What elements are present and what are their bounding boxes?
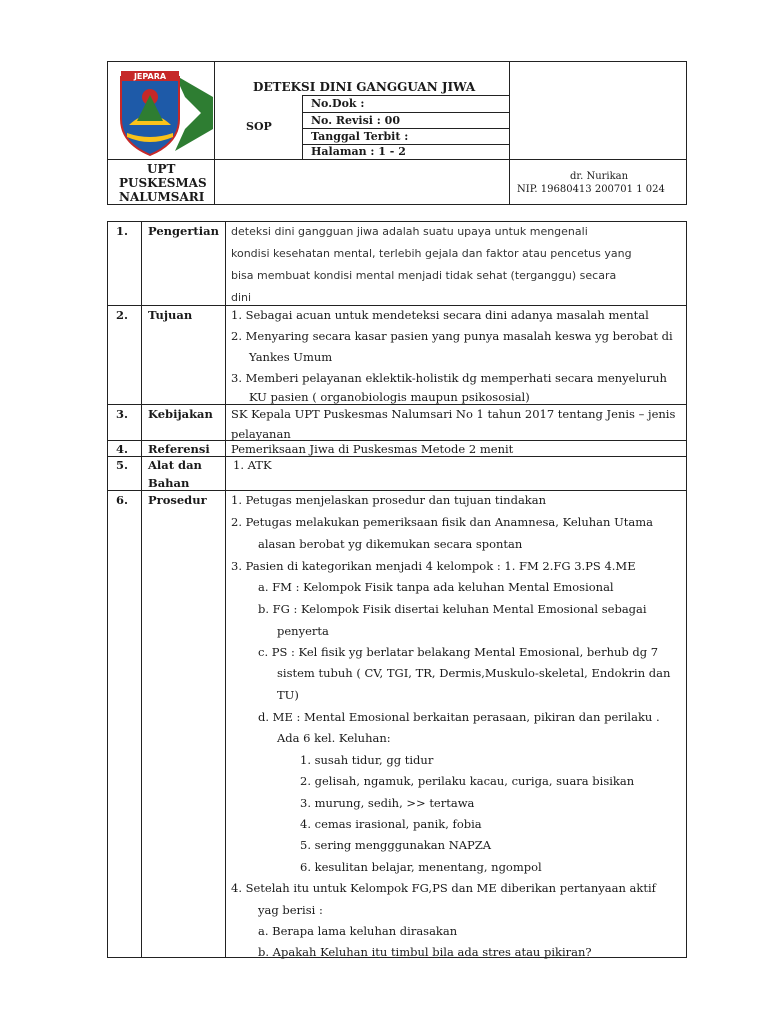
- row-text-line: kondisi kesehatan mental, terlebih gejala dan faktor atau pencetus yang: [231, 247, 632, 260]
- row-text-line: Ada 6 kel. Keluhan:: [277, 731, 391, 745]
- row-text-line: pelayanan: [231, 427, 291, 441]
- org-name-line2: PUSKESMAS: [119, 176, 207, 190]
- row-number: 4.: [116, 442, 129, 456]
- row-label: Prosedur: [148, 493, 207, 507]
- row-text-line: TU): [277, 688, 299, 702]
- row-label: Tujuan: [148, 308, 193, 322]
- row-text-line: deteksi dini gangguan jiwa adalah suatu upaya untuk mengenali: [231, 225, 588, 238]
- org-name-line1: UPT: [147, 162, 176, 176]
- row-text-line: dini: [231, 291, 252, 304]
- no-dok-field: No.Dok :: [311, 97, 365, 110]
- signer-nip: NIP. 19680413 200701 1 024: [517, 184, 665, 195]
- tanggal-terbit-field: Tanggal Terbit :: [311, 130, 409, 143]
- row-text-line: 3. Memberi pelayanan eklektik-holistik dg memperhati secara menyeluruh: [231, 371, 667, 385]
- row-text-line: 1. ATK: [233, 458, 272, 472]
- row-text-line: 1. Sebagai acuan untuk mendeteksi secara dini adanya masalah mental: [231, 308, 649, 322]
- row-label-cont: Bahan: [148, 476, 190, 490]
- row-text-line: 4. cemas irasional, panik, fobia: [300, 817, 482, 831]
- row-text-line: 3. murung, sedih, >> tertawa: [300, 796, 475, 810]
- row-text-line: sistem tubuh ( CV, TGI, TR, Dermis,Muskulo-skeletal, Endokrin dan: [277, 666, 671, 680]
- row-text-line: b. Apakah Keluhan itu timbul bila ada stres atau pikiran?: [258, 945, 592, 959]
- row-number: 1.: [116, 224, 129, 238]
- halaman-field: Halaman : 1 - 2: [311, 145, 406, 158]
- no-revisi-field: No. Revisi : 00: [311, 114, 400, 127]
- signer-name: dr. Nurikan: [570, 171, 629, 182]
- row-label: Pengertian: [148, 224, 219, 238]
- row-text-line: c. PS : Kel fisik yg berlatar belakang Mental Emosional, berhub dg 7: [258, 645, 659, 659]
- logo-text: JEPARA: [133, 72, 167, 81]
- row-text-line: SK Kepala UPT Puskesmas Nalumsari No 1 tahun 2017 tentang Jenis – jenis: [231, 407, 676, 421]
- row-label: Alat dan: [148, 458, 202, 472]
- row-text-line: KU pasien ( organobiologis maupun psikososial): [249, 390, 530, 404]
- row-text-line: 1. Petugas menjelaskan prosedur dan tujuan tindakan: [231, 493, 547, 507]
- row-number: 2.: [116, 308, 129, 322]
- row-text-line: Yankes Umum: [249, 350, 333, 364]
- row-text-line: b. FG : Kelompok Fisik disertai keluhan Mental Emosional sebagai: [258, 602, 647, 616]
- row-label: Kebijakan: [148, 407, 213, 421]
- row-text-line: a. FM : Kelompok Fisik tanpa ada keluhan Mental Emosional: [258, 580, 614, 594]
- document-title: DETEKSI DINI GANGGUAN JIWA: [253, 80, 476, 94]
- row-text-line: yag berisi :: [258, 903, 323, 917]
- row-text-line: 2. gelisah, ngamuk, perilaku kacau, curiga, suara bisikan: [300, 774, 635, 788]
- row-text-line: a. Berapa lama keluhan dirasakan: [258, 924, 458, 938]
- row-text-line: 1. susah tidur, gg tidur: [300, 753, 434, 767]
- puskesmas-logo: [117, 67, 213, 159]
- row-text-line: d. ME : Mental Emosional berkaitan perasaan, pikiran dan perilaku .: [258, 710, 660, 724]
- row-label: Referensi: [148, 442, 210, 456]
- row-text-line: Pemeriksaan Jiwa di Puskesmas Metode 2 menit: [231, 442, 514, 456]
- row-text-line: 4. Setelah itu untuk Kelompok FG,PS dan ME diberikan pertanyaan aktif: [231, 881, 656, 895]
- row-text-line: 3. Pasien di kategorikan menjadi 4 kelompok : 1. FM 2.FG 3.PS 4.ME: [231, 559, 636, 573]
- row-text-line: 2. Menyaring secara kasar pasien yang punya masalah keswa yg berobat di: [231, 329, 673, 343]
- row-text-line: alasan berobat yg dikemukan secara spontan: [258, 537, 523, 551]
- row-number: 6.: [116, 493, 129, 507]
- row-text-line: penyerta: [277, 624, 329, 638]
- org-name-line3: NALUMSARI: [119, 190, 205, 204]
- row-text-line: 5. sering mengggunakan NAPZA: [300, 838, 492, 852]
- row-text-line: bisa membuat kondisi mental menjadi tidak sehat (terganggu) secara: [231, 269, 617, 282]
- row-text-line: 2. Petugas melakukan pemeriksaan fisik dan Anamnesa, Keluhan Utama: [231, 515, 653, 529]
- row-number: 3.: [116, 407, 129, 421]
- row-text-line: 6. kesulitan belajar, menentang, ngompol: [300, 860, 542, 874]
- row-number: 5.: [116, 458, 129, 472]
- doc-type-label: SOP: [246, 120, 272, 133]
